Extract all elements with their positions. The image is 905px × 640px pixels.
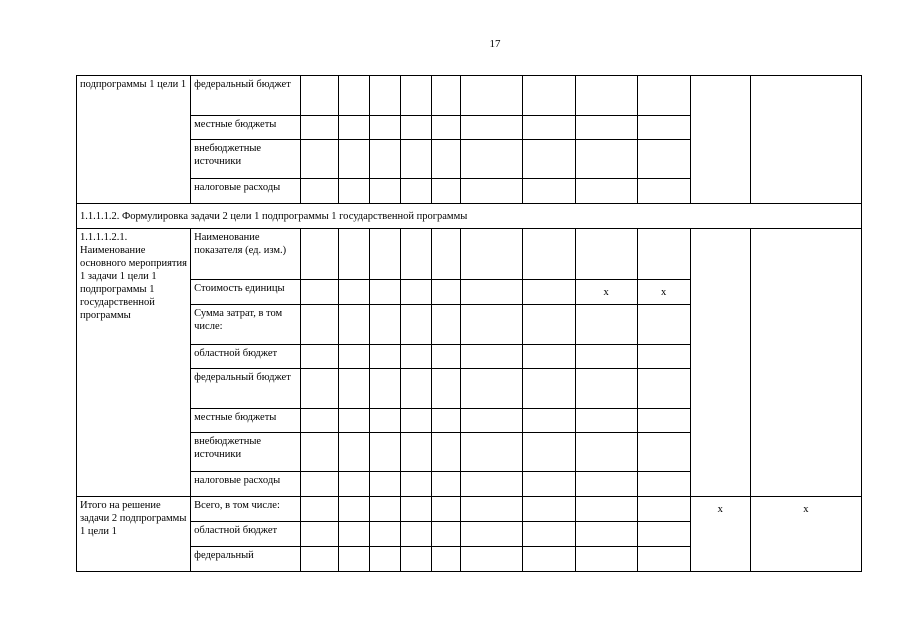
table-row	[77, 76, 862, 116]
item-cell: налоговые расходы	[191, 179, 301, 204]
row-label-cell: Итого на решение задачи 2 подпрограммы 1 цели 1	[77, 497, 191, 572]
item-cell: внебюджетные источники	[191, 140, 301, 179]
row-label-cell: подпрограммы 1 цели 1	[77, 76, 191, 204]
item-cell: Стоимость единицы	[191, 280, 301, 305]
item-cell: Всего, в том числе:	[191, 497, 301, 522]
table-row	[77, 497, 862, 522]
mark-cell: x	[750, 497, 861, 572]
item-cell: Сумма затрат, в том числе:	[191, 305, 301, 345]
mark-cell: x	[575, 280, 637, 305]
item-cell: местные бюджеты	[191, 409, 301, 433]
row-label-cell: 1.1.1.1.2.1. Наименование основного мероприятия 1 задачи 1 цели 1 подпрограммы 1 государственной программы	[77, 229, 191, 497]
budget-table	[76, 75, 862, 572]
item-cell: областной бюджет	[191, 345, 301, 369]
table-row	[77, 229, 862, 280]
item-cell: федеральный	[191, 547, 301, 572]
section-heading: 1.1.1.1.2. Формулировка задачи 2 цели 1 подпрограммы 1 государственной программы	[77, 204, 862, 229]
item-cell: внебюджетные источники	[191, 433, 301, 472]
table-row	[77, 204, 862, 229]
mark-cell: x	[637, 280, 690, 305]
item-cell: местные бюджеты	[191, 116, 301, 140]
item-cell: Наименование показателя (ед. изм.)	[191, 229, 301, 280]
item-cell: областной бюджет	[191, 522, 301, 547]
mark-cell: x	[690, 497, 750, 572]
item-cell: налоговые расходы	[191, 472, 301, 497]
item-cell: федеральный бюджет	[191, 369, 301, 409]
page-number: 17	[489, 38, 501, 50]
item-cell: федеральный бюджет	[191, 76, 301, 116]
